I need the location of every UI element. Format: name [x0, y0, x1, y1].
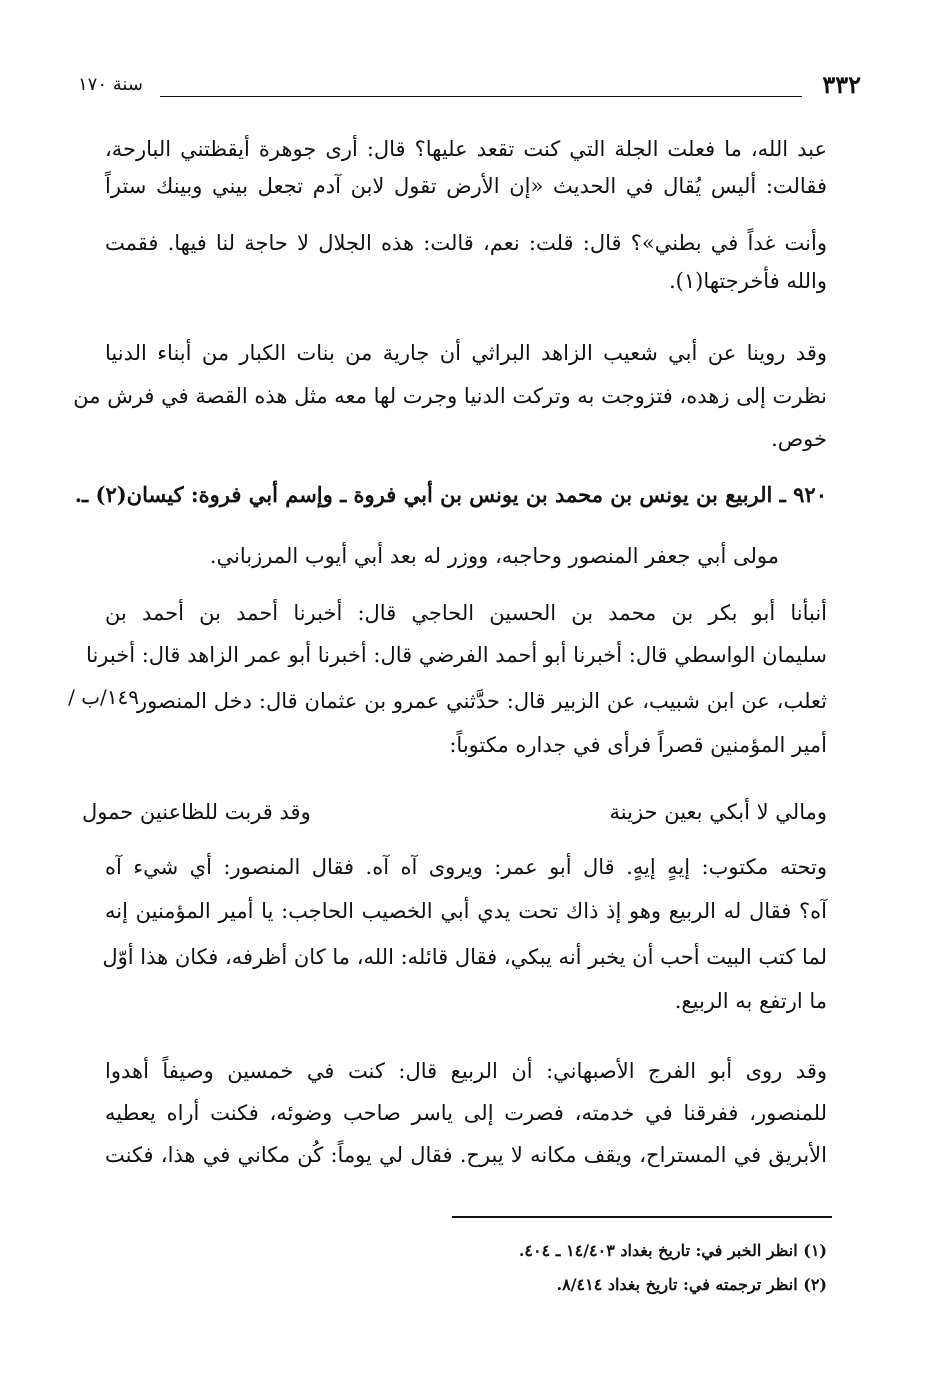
footnote-1: (١) انظر الخبر في: تاريخ بغداد ١٤/٤٠٣ ـ ٤٠٤. — [518, 1241, 827, 1260]
text-line: وأنت غداً في بطني»؟ قال: قلت: نعم، قالت: هذه الجلال لا حاجة لنا فيها. فقمت — [105, 231, 827, 255]
page-number: ٣٣٢ — [822, 70, 861, 99]
text-line: وقد روى أبو الفرج الأصبهاني: أن الربيع قال: كنت في خمسين وصيفاً أهدوا — [105, 1059, 827, 1083]
text-line: والله فأخرجتها(١). — [668, 269, 827, 293]
text-line: ما ارتفع به الربيع. — [674, 989, 827, 1013]
running-header-year: سنة ١٧٠ — [78, 74, 143, 95]
text-line: آه؟ فقال له الربيع وهو إذ ذاك تحت يدي أبي الخصيب الحاجب: يا أمير المؤمنين إنه — [105, 899, 827, 923]
verse-first-hemistich: ومالي لا أبكي بعين حزينة — [609, 800, 827, 824]
text-line: الأبريق في المستراح، ويقف مكانه لا يبرح. فقال لي يوماً: كُن مكاني في هذا، فكنت — [105, 1143, 827, 1167]
footnote-rule — [452, 1216, 832, 1218]
text-line: وقد روينا عن أبي شعيب الزاهد البراثي أن جارية من بنات الكبار من أبناء الدنيا — [105, 341, 827, 365]
header-rule — [160, 96, 802, 97]
text-line: أمير المؤمنين قصراً فرأى في جداره مكتوباً: — [449, 733, 827, 757]
entry-heading: ٩٢٠ ـ الربيع بن يونس بن محمد بن يونس بن أبي فروة ـ وإسم أبي فروة: كيسان(٢) ـ. — [74, 482, 827, 507]
text-line: نظرت إلى زهده، فتزوجت به وتركت الدنيا وجرت لها معه مثل هذه القصة في فرش من — [73, 384, 827, 408]
text-line: سليمان الواسطي قال: أخبرنا أبو أحمد الفرضي قال: أخبرنا أبو عمر الزاهد قال: أخبرنا — [86, 643, 827, 667]
footnote-2: (٢) انظر ترجمته في: تاريخ بغداد ٨/٤١٤. — [556, 1275, 827, 1294]
text-line: للمنصور، ففرقنا في خدمته، فصرت إلى ياسر صاحب وضوئه، فكنت أراه يعطيه — [105, 1101, 827, 1125]
text-line: عبد الله، ما فعلت الجلة التي كنت تقعد عليها؟ قال: أرى جوهرة أيقظتني البارحة، — [105, 137, 827, 161]
text-line: ثعلب، عن ابن شبيب، عن الزبير قال: حدَّثني عمرو بن عثمان قال: دخل المنصور — [137, 689, 827, 713]
text-line: أنبأنا أبو بكر بن محمد بن الحسين الحاجي قال: أخبرنا أحمد بن أحمد بن — [105, 601, 827, 625]
text-line: خوص. — [771, 427, 827, 451]
text-line: لما كتب البيت أحب أن يخبر أنه يبكي، فقال قائله: الله، ما كان أظرفه، فكان هذا أوّل — [102, 945, 827, 969]
text-line: وتحته مكتوب: إيهٍ إيهٍ. قال أبو عمر: ويروى آه آه. فقال المنصور: أي شيء آه — [105, 855, 827, 879]
verse-second-hemistich: وقد قربت للظاعنين حمول — [82, 800, 311, 824]
manuscript-folio-note: ١٤٩/ب / — [68, 685, 139, 709]
entry-subtitle: مولى أبي جعفر المنصور وحاجبه، ووزر له بعد أبي أيوب المرزباني. — [209, 544, 779, 568]
text-line: فقالت: أليس يُقال في الحديث «إن الأرض تقول لابن آدم تجعل بيني وبينك ستراً — [105, 174, 827, 198]
